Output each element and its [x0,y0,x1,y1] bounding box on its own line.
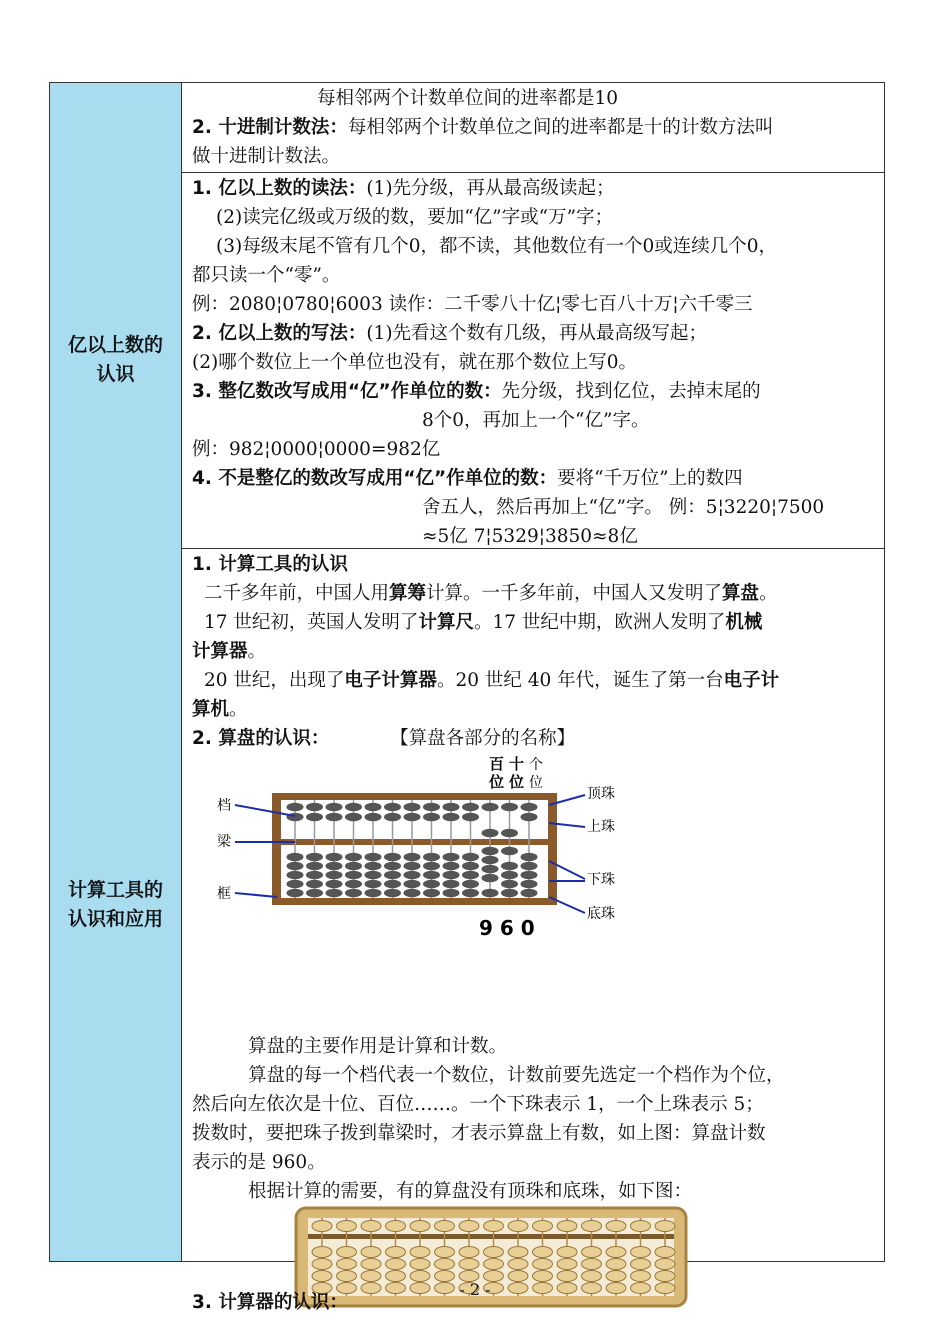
abacus2-bead [533,1247,553,1258]
abacus-bead [345,813,362,822]
label-shangzhu: 上珠 [587,819,615,835]
row3-para5-line1: 算盘的每一个档代表一个数位，计数前要先选定一个档作为个位， [248,1065,785,1086]
abacus-bead [384,853,401,862]
row2-item3-line2: 8个0，再加上一个“亿”字。 [422,410,650,431]
abacus-bead [443,871,460,880]
row1-line3: 做十进制计数法。 [192,146,341,167]
row3-para2-cont [192,637,876,666]
row3-para5-line4: 表示的是 960。 [192,1152,326,1173]
label-kuang: 框 [217,886,231,902]
row3-category-line2: 认识和应用 [67,907,163,930]
abacus-bead [306,871,323,880]
p1e: 。 [759,583,778,604]
abacus-bead [306,803,323,812]
page-number: - 2 - [459,1280,491,1299]
abacus-bead [404,813,421,822]
abacus-bead [423,862,440,871]
abacus2-bead [459,1259,479,1270]
abacus2-bead [410,1247,430,1258]
row2-item1-line4: 都只读一个“零”。 [192,265,341,286]
row1-category-cell [50,83,182,172]
abacus-bead [345,853,362,862]
row2-item2-title: 2. 亿以上数的写法： [192,323,367,344]
abacus-bead [306,813,323,822]
abacus2-bead [582,1247,602,1258]
abacus-bead [482,856,499,865]
abacus-bead [521,803,538,812]
row2-item2-text: (1)先看这个数有几级，再从最高级写起； [366,323,708,344]
abacus-beam [281,839,548,845]
row2-item3 [192,377,876,406]
row2-item1-title: 1. 亿以上数的读法： [192,178,367,199]
p1d: 算盘 [722,583,760,604]
abacus-bead [384,813,401,822]
row2-item2 [192,319,876,348]
content-table [49,82,885,1313]
abacus2-bead [435,1221,455,1232]
abacus2-bead [337,1221,357,1232]
abacus-bead [306,853,323,862]
abacus-bead [306,880,323,889]
abacus-bead [521,889,538,898]
abacus-bead [501,862,518,871]
abacus-bead [287,853,304,862]
abacus-bead [462,813,479,822]
row2-category-cell [50,172,182,548]
row3-para5-line3: 拨数时，要把珠子拨到靠梁时，才表示算盘上有数，如上图：算盘计数 [192,1123,766,1144]
row3-heading3: 3. 计算器的认识： [192,1292,348,1313]
abacus-bead [365,853,382,862]
p1b: 算筹 [389,583,427,604]
abacus-bead [521,813,538,822]
abacus2-bead [410,1221,430,1232]
abacus-bead [287,862,304,871]
row3-heading2-line [192,724,876,753]
abacus2-bead [533,1221,553,1232]
abacus2-bead [435,1259,455,1270]
abacus-bead [423,803,440,812]
abacus2-bead [312,1259,332,1270]
label-bai: 百 [489,755,505,773]
abacus-bead [423,889,440,898]
p3f: 。 [229,699,248,720]
abacus-bead [306,862,323,871]
abacus-bead [326,862,343,871]
abacus2-bead [312,1221,332,1232]
abacus-bead [521,853,538,862]
abacus2-bead [606,1247,626,1258]
row1-item2-text: 每相邻两个计数单位之间的进率都是十的计数方法叫 [347,117,774,138]
row2-item2-line2: (2)哪个数位上一个单位也没有，就在那个数位上写0。 [192,352,637,373]
abacus2-bead [606,1259,626,1270]
row1-line2 [192,113,876,142]
abacus-bead [501,847,518,856]
row2-item3-title: 3. 整亿数改写成用“亿”作单位的数： [192,381,502,402]
abacus-bead [462,862,479,871]
label-dizhu: 底珠 [587,906,615,922]
abacus-bead [326,871,343,880]
row3-para1 [204,579,876,608]
abacus-bead [482,803,499,812]
row2-item1 [192,174,876,203]
p3b: 电子计算器 [344,670,437,691]
abacus-bead [287,871,304,880]
label-xiazhu: 下珠 [587,872,615,888]
abacus2-bead [582,1259,602,1270]
row3-heading2: 2. 算盘的认识： [192,728,330,749]
abacus2-bead [631,1247,651,1258]
abacus-bead [404,862,421,871]
row3-para4: 算盘的主要作用是计算和计数。 [248,1036,508,1057]
row2-category-label [68,331,163,389]
row1-line1: 每相邻两个计数单位间的进率都是10 [317,88,619,109]
abacus-bead [365,862,382,871]
abacus-bead [404,853,421,862]
abacus-bead [384,889,401,898]
abacus-bead [287,889,304,898]
abacus2-bead [386,1259,406,1270]
abacus-bead [306,889,323,898]
abacus2-bead [361,1221,381,1232]
label-dingzhu: 顶珠 [587,786,615,802]
abacus2-beam [308,1234,674,1239]
p2e: 计算器 [192,641,248,662]
abacus2-bead [386,1247,406,1258]
abacus-number: 9 6 0 [479,916,535,938]
row3-category-cell [50,548,182,1261]
row3-para6: 根据计算的需要，有的算盘没有顶珠和底珠，如下图： [248,1181,693,1202]
abacus-bead [365,813,382,822]
label-wei3: 位 [529,775,543,791]
abacus-diagram [217,753,637,938]
abacus-bead [345,862,362,871]
abacus-bead [384,871,401,880]
p1a: 二千多年前，中国人用 [204,583,390,604]
abacus-bead [365,889,382,898]
abacus-bead [501,880,518,889]
abacus-bead [345,803,362,812]
abacus-bead [482,874,499,883]
row2-item1-text: (1)先分级，再从最高级读起； [366,178,615,199]
abacus-bead [345,889,362,898]
abacus-bead [462,871,479,880]
abacus-bead [365,871,382,880]
abacus-bead [443,813,460,822]
abacus-bead [365,880,382,889]
abacus-bead [345,871,362,880]
arrow-kuang [235,893,277,897]
row2-item4-text: 要将“千万位”上的数四 [557,468,743,489]
abacus-bead [384,880,401,889]
abacus-bead [384,862,401,871]
p2b: 计算尺 [418,612,474,633]
row2-example1: 例：2080¦0780¦6003 读作：二千零八十亿¦零七百八十万¦六千零三 [192,294,753,315]
row2-item4 [192,464,876,493]
abacus2-bead [631,1221,651,1232]
row2-content [182,172,884,548]
abacus2-bead [361,1247,381,1258]
abacus2-bead [655,1259,675,1270]
abacus-bead [404,871,421,880]
abacus-bead [326,813,343,822]
row2-item4-line3: ≈5亿 7¦5329¦3850≈8亿 [422,526,638,547]
p2f: 。 [247,641,267,662]
abacus2-bead [508,1221,528,1232]
abacus-bead [443,853,460,862]
row1-content [182,83,884,172]
label-shi: 十 [509,755,525,773]
figure-caption: 【算盘各部分的名称】 [399,728,576,749]
abacus2-bead [655,1247,675,1258]
abacus2-bead [484,1259,504,1270]
abacus-bead [501,871,518,880]
abacus-bead [521,862,538,871]
abacus-bead [462,880,479,889]
abacus2-bead [582,1221,602,1232]
abacus2-bead [361,1259,381,1270]
abacus-bead [404,803,421,812]
abacus-bead [462,889,479,898]
row2-category-line2: 认识 [96,363,135,385]
abacus-bead [462,853,479,862]
abacus2-bead [386,1221,406,1232]
abacus-bead [384,803,401,812]
abacus2-bead [557,1259,577,1270]
abacus-bead [462,803,479,812]
abacus2-bead [435,1247,455,1258]
p2d: 机械 [725,612,763,633]
abacus-bead [443,803,460,812]
abacus2-bead [631,1259,651,1270]
label-wei1: 位 [489,773,505,791]
abacus2-bead [410,1259,430,1270]
abacus2-bead [484,1247,504,1258]
p3d: 电子计 [723,670,780,691]
abacus2-bead [557,1221,577,1232]
label-wei2: 位 [509,773,525,791]
row2-item3-text: 先分级，找到亿位，去掉末尾的 [501,381,761,402]
abacus2-bead [459,1221,479,1232]
row2-example2: 例：982¦0000¦0000=982亿 [192,439,441,460]
abacus-bead [287,803,304,812]
row2-item4-title: 4. 不是整亿的数改写成用“亿”作单位的数： [192,468,558,489]
abacus-bead [482,829,499,838]
abacus-bead [482,847,499,856]
abacus-bead [521,871,538,880]
label-ge: 个 [529,757,543,773]
label-dang: 档 [217,798,231,814]
abacus-bead [326,889,343,898]
row3-heading1: 1. 计算工具的认识 [192,554,348,575]
abacus-bead [423,813,440,822]
abacus-bead [501,889,518,898]
row3-para5-line2: 然后向左依次是十位、百位……。一个下珠表示 1，一个上珠表示 5； [192,1094,764,1115]
abacus2-bead [533,1259,553,1270]
row3-category-line1: 计算工具的 [67,878,163,901]
abacus2-bead [484,1221,504,1232]
abacus-bead [521,880,538,889]
label-liang: 梁 [217,834,231,850]
abacus-bead [443,880,460,889]
abacus-bead [345,880,362,889]
abacus-bead [482,889,499,898]
row2-category-line1: 亿以上数的 [67,334,163,356]
abacus-bead [501,829,518,838]
abacus2-bead [508,1259,528,1270]
row3-para2 [204,608,876,637]
abacus-bead [287,880,304,889]
row2-item1-line3: (3)每级末尾不管有几个0，都不读，其他数位有一个0或连续几个0， [216,236,778,257]
abacus-bead [443,889,460,898]
p3e: 算机 [192,699,230,720]
p1c: 计算。一千多年前，中国人又发明了 [426,583,723,604]
row3-content [182,548,884,1313]
abacus2-bead [337,1259,357,1270]
abacus2-bead [312,1247,332,1258]
p2c: 。17 世纪中期，欧洲人发明了 [473,612,726,633]
abacus-bead [443,862,460,871]
p3a: 20 世纪，出现了 [204,670,345,691]
p3c: 。20 世纪 40 年代，诞生了第一台 [436,670,724,691]
abacus-bead [423,880,440,889]
row2-item1-line2: (2)读完亿级或万级的数，要加“亿”字或“万”字； [216,207,614,228]
abacus2-bead [655,1221,675,1232]
abacus-bead [423,853,440,862]
abacus-bead [326,853,343,862]
abacus-bead [404,889,421,898]
abacus-bead [326,803,343,812]
row1-item2-title: 2. 十进制计数法： [192,117,348,138]
row3-para3-cont [192,695,876,724]
abacus-bead [365,803,382,812]
abacus-bead [404,880,421,889]
abacus2-bead [606,1221,626,1232]
abacus2-bead [337,1247,357,1258]
abacus2-bead [508,1247,528,1258]
row3-category-label [68,876,163,934]
abacus-bead [326,880,343,889]
row2-item4-line2: 舍五人，然后再加上“亿”字。 例：5¦3220¦7500 [422,497,825,518]
p2a: 17 世纪初，英国人发明了 [204,612,419,633]
abacus-bead [423,871,440,880]
abacus2-bead [557,1247,577,1258]
row3-para3 [204,666,876,695]
abacus-bead [482,865,499,874]
abacus-bead [501,803,518,812]
abacus2-bead [459,1247,479,1258]
